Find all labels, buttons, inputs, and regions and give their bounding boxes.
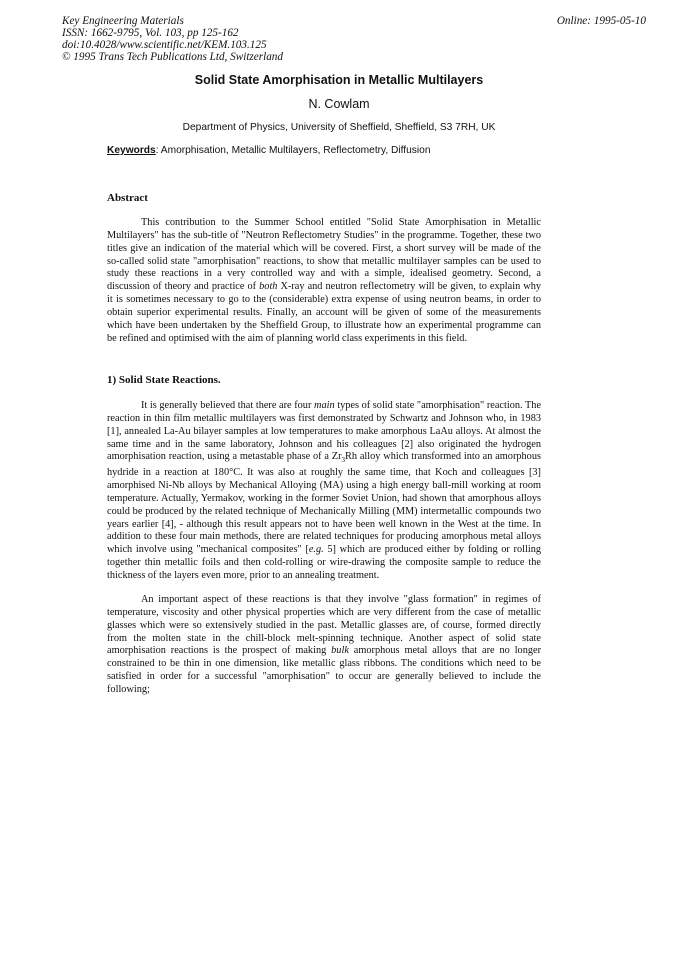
issn-line: ISSN: 1662-9795, Vol. 103, pp 125-162: [62, 27, 239, 39]
keywords-label: Keywords: [107, 145, 156, 156]
abstract-paragraph: This contribution to the Summer School entitled "Solid State Amorphisation in Metallic Multilayers" has the sub-title of "Neutron Reflectometry Studies" in the programme. Together, these two titles give an indication of the material which will be covered. First, a short survey will be made of the so-called solid state "amorphisation" reactions, to show that metallic multilayer samples can be used to study these reactions in a very controlled way and with a simple, idealised geometry. Second, a discussion of theory and practice of both X-ray and neutron reflectometry will be given, to explain why it is sometimes necessary to go to the (considerable) extra expense of using neutron beams, in order to obtain superior experimental results. Finally, an account will be given of some of the measurements which have been undertaken by the Sheffield Group, to illustrate how an experimental programme can be refined and optimised with the aim of planning world class experiments in this field.: [107, 217, 542, 344]
section-1-heading: 1) Solid State Reactions.: [107, 374, 221, 386]
section-1-paragraph-2: An important aspect of these reactions is that they involve "glass formation" in regimes of temperature, viscosity and other physical properties which are very different from the case of metallic glasses which were so extensively studied in the past. Metallic glasses are, of course, formed directly from the molten state in the chill-block melt-spinning technique. Another aspect of solid state amorphisation reactions is the prospect of making bulk amorphous metal alloys that are no longer constrained to be thin in one dimension, like metallic glass ribbons. The conditions which need to be satisfied in order for a successful "amorphisation" to occur are generally believed to include the following;: [107, 594, 542, 695]
section-1-paragraph-1: It is generally believed that there are four main types of solid state "amorphisation" reaction. The reaction in thin film metallic multilayers was first demonstrated by Schwartz and Johnson who, in 1983 [1], annealed La-Au bilayer samples at low temperatures to make amorphous LaAu alloys. At almost the same time and in the same laboratory, Johnson and his colleagues [2] also originated the hydrogen amorphisation reaction, using a metastable phase of a $Zr_3Rh$ alloy which transformed into an amorphous hydride in a reaction at 180°C. It was also at roughly the same time, that Koch and colleagues [3] amorphised Ni-Nb alloys by Mechanical Alloying (MA) using a high energy ball-mill working at room temperature. Actually, Yermakov, working in the former Soviet Union, had shown that amorphous alloys could be produced by the related technique of Mechanically Milling (MM) intermetallic compounds two years earlier [4], - although this result appears not to have been well known in the West at the time. In addition to these four main methods, there are related techniques for producing amorphous metal alloys which involve using "mechanical composites" [e.g. 5] which are produced either by folding or rolling together thin metallic foils and then cold-rolling or wire-drawing the composite sample to reduce the thickness of the layers even more, prior to an annealing treatment.: [107, 400, 542, 582]
keywords-list: : Amorphisation, Metallic Multilayers, Reflectometry, Diffusion: [155, 145, 431, 156]
doi-line: doi:10.4028/www.scientific.net/KEM.103.125: [62, 39, 267, 51]
journal-header: [62, 15, 283, 63]
author-name: N. Cowlam: [308, 97, 370, 111]
copyright-line: © 1995 Trans Tech Publications Ltd, Switzerland: [62, 51, 283, 63]
online-date: Online: 1995-05-10: [556, 15, 646, 27]
paper-title: Solid State Amorphisation in Metallic Multilayers: [194, 73, 484, 87]
keywords-line: [107, 145, 431, 156]
affiliation: Department of Physics, University of Sheffield, Sheffield, S3 7RH, UK: [182, 122, 496, 133]
abstract-heading: Abstract: [107, 192, 148, 204]
journal-name: Key Engineering Materials: [62, 15, 184, 27]
